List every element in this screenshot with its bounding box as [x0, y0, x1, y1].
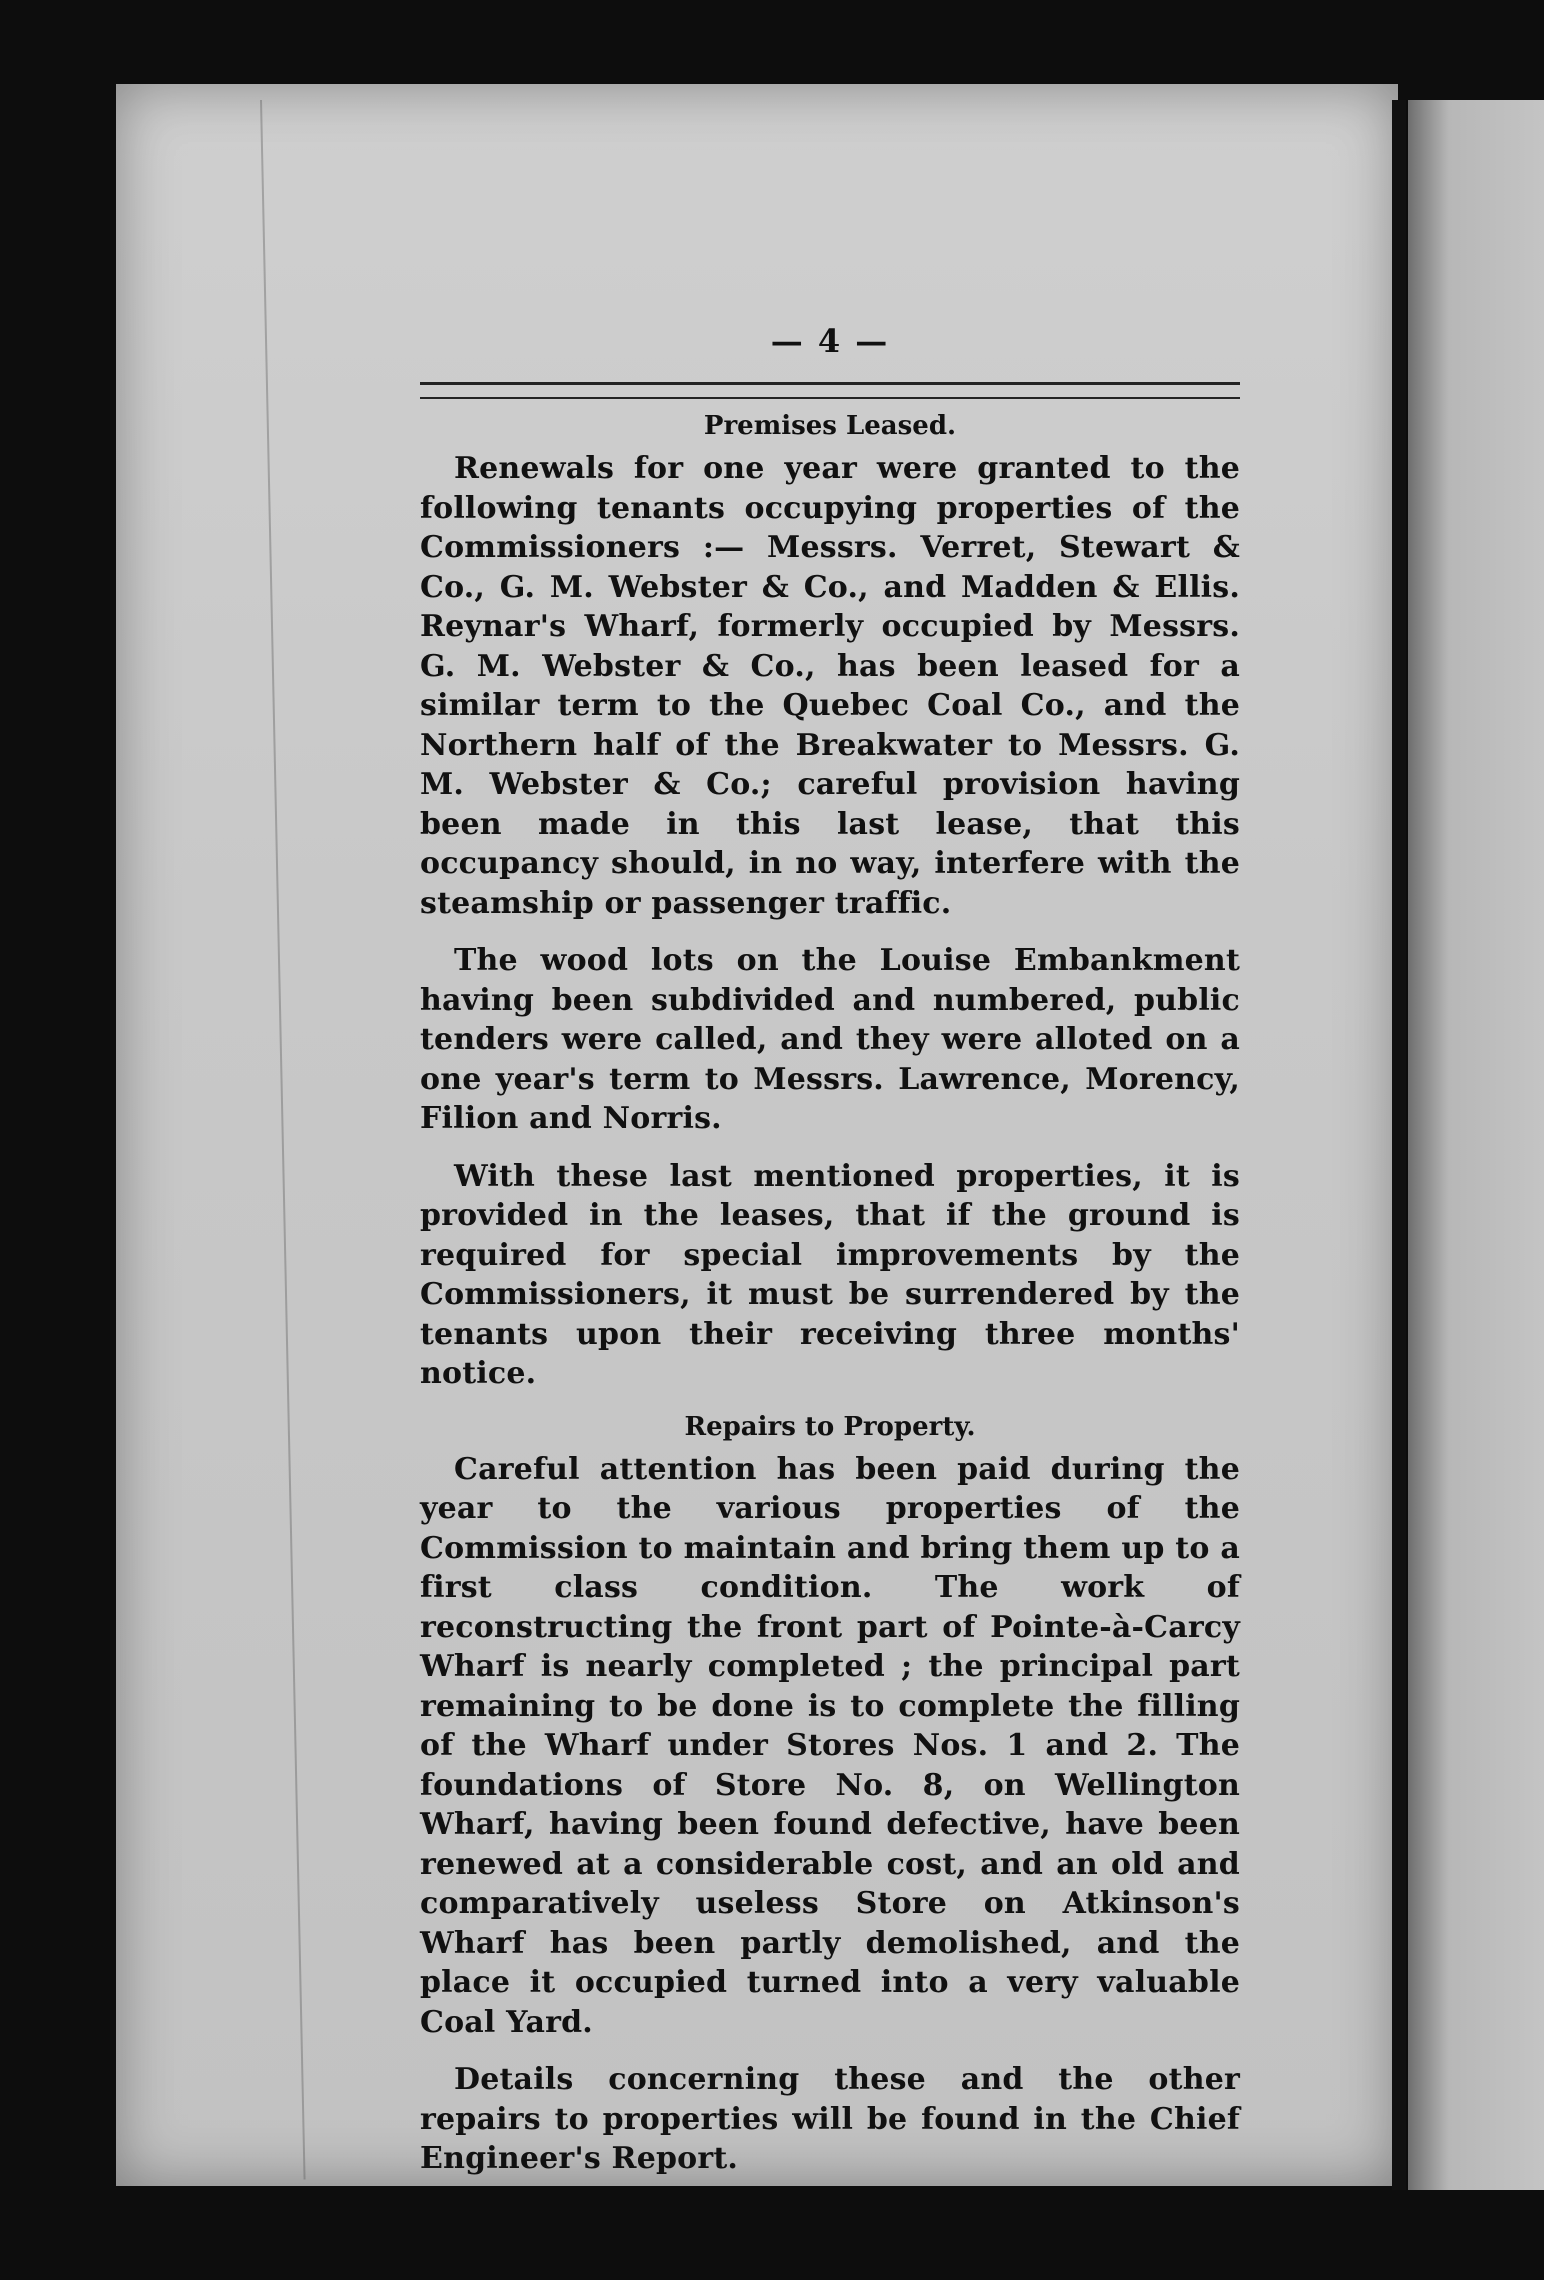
- page-gutter: [1392, 100, 1406, 2190]
- page-number: — 4 —: [770, 322, 890, 360]
- paragraph: Renewals for one year were granted to the following tenants occupying properties of the Commissioners :— Messrs. Verret, Stewart & Co., G. M. Webster & Co., and Madden & Ellis. Reynar's Wharf, formerly occupied by Messrs. G. M. Webster & Co., has been leased for a similar term to the Quebec Coal Co., and the Northern half of the Breakwater to Messrs. G. M. Webster & Co.; careful provision having been made in this last lease, that this occupancy should, in no way, interfere with the steamship or passenger traffic.: [420, 451, 1240, 921]
- section-heading-premises-leased: Premises Leased.: [703, 411, 957, 441]
- paragraph: Details concerning these and the other repairs to properties will be found in the Chief Engineer's Report.: [420, 2062, 1240, 2176]
- section-heading-repairs-to-property: Repairs to Property.: [684, 1411, 976, 1442]
- header-rule: [420, 382, 1240, 399]
- adjacent-page-edge: [1408, 100, 1544, 2190]
- paragraph: With these last mentioned properties, it is provided in the leases, that if the ground is required for special improvements by the Commissioners, it must be surrendered by the tenants upon their receiving three months' notice.: [420, 1158, 1240, 1391]
- paragraph: Careful attention has been paid during the year to the various properties of the Commission to maintain and bring them up to a first class condition. The work of reconstructing the front part of Pointe-à-Carcy Wharf is nearly completed ; the principal part remaining to be done is to complete the filling of the Wharf under Stores Nos. 1 and 2. The foundations of Store No. 8, on Wellington Wharf, having been found defective, have been renewed at a considerable cost, and an old and comparatively useless Store on Atkinson's Wharf has been partly demolished, and the place it occupied turned into a very valuable Coal Yard.: [420, 1451, 1240, 2040]
- text-block: [420, 322, 1240, 2197]
- paragraph: The wood lots on the Louise Embankment having been subdivided and numbered, public tenders were called, and they were alloted on a one year's term to Messrs. Lawrence, Morency, Filion and Norris.: [420, 943, 1240, 1136]
